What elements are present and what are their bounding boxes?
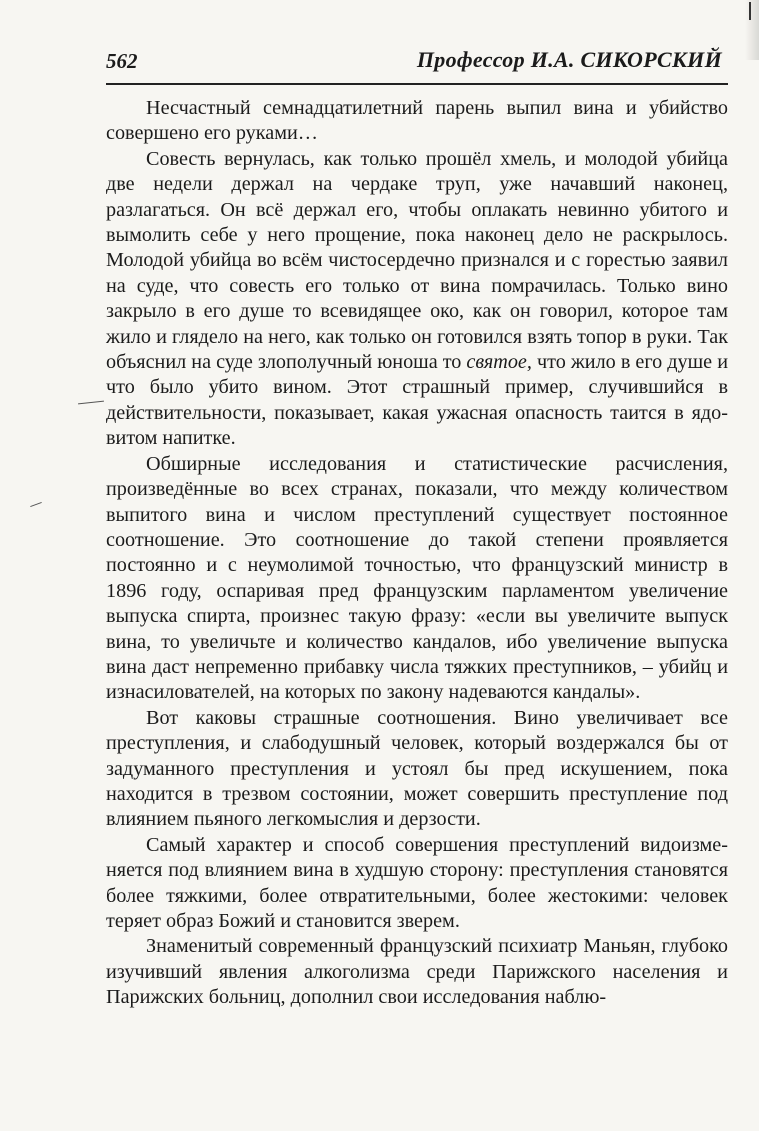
body-text [106,96,728,1011]
page-header [106,47,728,85]
paragraph [106,96,728,147]
running-head: Профессор И.А. СИКОРСКИЙ [416,47,722,72]
paragraph-text: Обширные исследования и статистические расчисления, произведённые во всех странах, показали, что между количеством выпитого вина и числом преступлений существует постоянное соотношение. Это соотношение до такой степени проявляется постоянно и с неумолимой точностью, что французский министр в 1896 году, оспаривая пред французским парламентом увеличение выпуска спирта, произнес такую фразу: «если вы увеличите выпуск вина, то увеличьте и количество кандалов, ибо увеличение выпуска вина даст непременно прибавку числа тяжких преступников, – убийц и изнасилователей, на которых по закону надеваются кандалы». [106,452,728,704]
page-number: 562 [106,49,138,73]
paragraph [106,147,728,452]
paragraph [106,706,728,833]
italic-word: святое, [466,351,532,374]
margin-pencil-mark [30,502,42,507]
paragraph [106,934,728,1010]
paragraph-text: Самый характер и способ совершения преступлений видоизменяется под влиянием вина в худшую сторону: преступления становятся более тяжкими, более отвратительными, более жестокими: человек теряет образ Божий и становится зверем. [106,833,728,932]
paragraph-text: Вот каковы страшные соотношения. Вино увеличивает все преступления, и слабодушный человек, который воздержался бы от задуманного преступления и устоял бы пред искушением, пока находится в трезвом состоянии, может совершить преступление под влиянием пьяного легкомыслия и дерзости. [106,706,728,831]
scan-edge-shadow [745,0,759,60]
paragraph-text: Знаменитый современный французский психиатр Маньян, глубоко изучивший явления алкоголизма среди Парижского населения и Парижских больниц, дополнил свои исследования наблю- [106,935,728,1009]
scan-corner-mark [749,2,751,20]
paragraph-text: что жило в его душе и что было убито вином. Этот страшный пример, случившийся в действительности, показывает, какая ужасная опасность таится в ядовитом напитке. [106,351,728,450]
paragraph-text: Совесть вернулась, как только прошёл хмель, и молодой убийца две недели держал на чердаке труп, уже начавший наконец, разлагаться. Он всё держал его, чтобы оплакать невинно убитого и вымолить себе у него прощение, пока наконец дело не раскрылось. Молодой убийца во всём чистосердечно признался и с горестью заявил на суде, что совесть его только от вина помрачилась. Только вино закрыло в его душе то всевидящее око, как он говорил, которое там жило и глядело на него, как только он готовился взять топор в руки. Так объяснил на суде злополучный юноша то [106,147,728,374]
paragraph [106,452,728,706]
paragraph-text: Несчастный семнадцатилетний парень выпил вина и убийство совершено его руками… [106,97,728,145]
margin-pencil-mark [78,401,104,405]
paragraph [106,833,728,935]
